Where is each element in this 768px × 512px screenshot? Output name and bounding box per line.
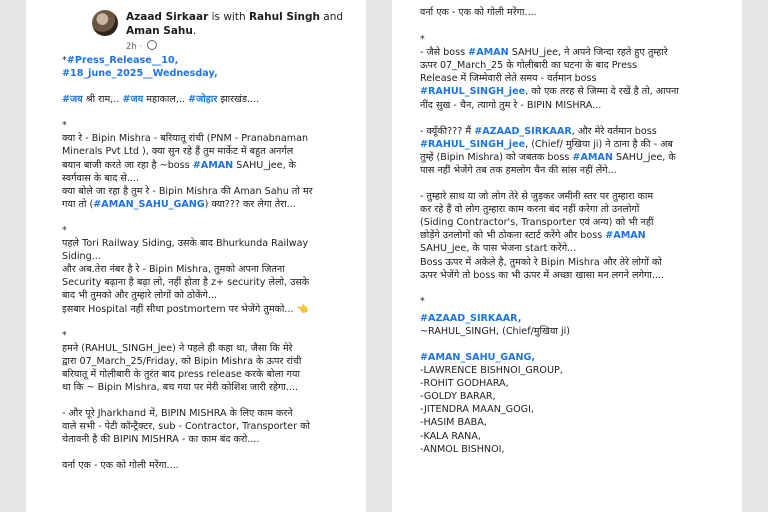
r-paragraph-3 (420, 190, 734, 282)
post-meta (126, 40, 157, 52)
meta-dot: · (136, 42, 145, 52)
r2-line-3b: SAHU_jee, के (612, 151, 676, 163)
r3-line-7: ऊपर भेजेंगे तो boss का भी ऊपर में अच्छा खासा मन लगने लगेगा.... (420, 269, 665, 281)
paragraph-1 (62, 119, 358, 211)
post-body (62, 54, 358, 472)
signature-line: ~RAHUL_SINGH, (Chief/मुखिया ji) (420, 325, 571, 337)
tagged-user-1[interactable]: Rahul Singh (248, 11, 320, 23)
r3-line-3: (Siding Contractor's, Transporter एवं अन्य) को भी नहीं (420, 217, 654, 229)
hashtag-aman[interactable]: #AMAN (605, 230, 646, 242)
star-3: * (62, 329, 67, 341)
r2-line-1b: , और मेरे वर्तमान boss (571, 125, 657, 137)
hashtag-rahul-singh[interactable]: #RAHUL_SINGH_jee (420, 138, 526, 150)
p3-line-4: था कि ~ Bipin Mishra, बच गया पर मेरी कोशिश जारी रहेगा.... (62, 381, 299, 393)
right-post-panel (392, 0, 742, 512)
r3-line-6: Boss ऊपर में अकेले है, तुमको रे Bipin Mishra और तेरे लोगों को (420, 256, 662, 268)
r-top (420, 6, 734, 19)
r-star-block (420, 295, 734, 308)
star-2: * (62, 224, 67, 236)
r2-line-1a: - क्यूँकी??? मैं (420, 125, 475, 137)
gang-member: -KALA RANA, (420, 430, 481, 442)
p2-line-5: बाद भी तुमको और तुम्हारे लोगों को ठोकेंगे... (62, 290, 218, 302)
gang-member: -ANMOL BISHNOI, (420, 443, 505, 455)
star-1: * (62, 120, 67, 132)
p3-line-2: द्वारा 07_March_25/Friday, को Bipin Mishra के ऊपर रांची (62, 355, 302, 367)
p1-line-3b: SAHU_jee, के (233, 159, 297, 171)
hashtag-aman[interactable]: #AMAN (192, 159, 234, 171)
hashtag-aman[interactable]: #AMAN (468, 47, 509, 59)
hashtag-jai-1[interactable]: #जय (62, 94, 83, 106)
r2-line-2b: , (Chief/ मुखिया ji) ने ठाना है की - अब (525, 138, 673, 150)
r3-line-1: - तुम्हारे साथ या जो लोग तेरे से जुड़कर जमीनी स्तर पर तुम्हारा काम (420, 191, 654, 203)
hashtag-azaad-sirkaar[interactable]: #AZAAD_SIRKAAR (474, 125, 572, 137)
r2-line-3a: तुम्हें (Bipin Mishra) को जबतक boss (420, 151, 573, 163)
greeting-text-3: झारखंड.... (217, 94, 260, 106)
gang-member: -HASIM BABA, (420, 417, 487, 429)
and-word: and (319, 11, 344, 23)
greeting-text-1: श्री राम,.. (82, 94, 123, 106)
gang-member: -GOLDY BARAR, (420, 391, 496, 403)
hashtag-jai-2[interactable]: #जय (122, 94, 144, 106)
r1-line-1a: - जैसे boss (420, 47, 469, 59)
r1-line-3: Release में जिम्मेवारी लेते समय - वर्तमान boss (420, 73, 597, 85)
p1-line-4: स्वर्गवास के बाद से.... (62, 172, 140, 184)
greeting-text-2: महाकाल,.. (143, 94, 189, 106)
hashtag-rahul-singh[interactable]: #RAHUL_SINGH_jee (420, 86, 526, 98)
press-star: * (62, 55, 67, 66)
p2-line-6: इसबार Hospital नहीं सीधा postmortem पर भेजेंगे तुमको... 👈 (62, 303, 309, 315)
globe-icon (147, 40, 157, 50)
p3-line-3: बरियातू में गोलीबारी के तुरंत बाद press release करके बोला गया (62, 368, 300, 380)
author-avatar[interactable] (92, 10, 118, 36)
hashtag-aman[interactable]: #AMAN (572, 151, 613, 163)
hashtag-johar[interactable]: #जोहार (188, 94, 218, 106)
author-dot: . (192, 25, 197, 37)
post-header (64, 4, 358, 54)
hashtag-azaad-sirkaar-sig[interactable]: #AZAAD_SIRKAAR, (420, 312, 522, 324)
signature-block (420, 312, 734, 338)
r3-line-5: SAHU_jee, के पास भेजना start करेंगे... (420, 243, 577, 255)
hashtag-aman-sahu-gang[interactable]: #AMAN_SAHU_GANG, (420, 351, 536, 363)
hashtag-date[interactable]: #18_june_2025__Wednesday, (62, 68, 218, 80)
r1-line-2: ऊपर 07_March_25 के गोलीबारी का घटना के बाद Press (420, 60, 638, 72)
p2-line-4: Security बढ़ाना है बढ़ा लो, नहीं होता है z+ security लेलो, उसके (62, 277, 310, 289)
p4-line-3: चेतावनी है की BIPIN MISHRA - का काम बंद करो.... (62, 434, 260, 446)
p4-line-2: वाले सभी - पेटी कॉन्ट्रैक्टर, sub - Contractor, Transporter को (62, 421, 310, 433)
p4-line-1: - और पूरे Jharkhand में, BIPIN MISHRA के लिए काम करने (62, 408, 293, 420)
p2-line-2: Siding... (62, 251, 101, 263)
p2-line-1: पहले Tori Railway Siding, उसके बाद Bhurkunda Railway (62, 238, 309, 250)
gang-member: -ROHIT GODHARA, (420, 378, 509, 390)
post-body-continued (420, 6, 734, 456)
r1-line-1b: SAHU_jee, ने अपने जिन्दा रहते हुए तुम्हारे (508, 47, 668, 59)
p3-line-1: हमने (RAHUL_SINGH_jee) ने पहले ही कहा था, जैसा कि मेरे (62, 342, 293, 354)
p1-line-6a: गया तो ( (62, 198, 94, 210)
paragraph-3 (62, 329, 358, 394)
p1-line-2: Minerals Pvt Ltd ), क्या सुन रहे हैं तुम मार्केट में बहुत अनर्गल (62, 146, 294, 158)
p1-line-5: क्या बोले जा रहा है तुम रे - Bipin Mishra की Aman Sahu तो मर (62, 185, 313, 197)
paragraph-2 (62, 224, 358, 316)
gang-member: -JITENDRA MAAN_GOGI, (420, 404, 534, 416)
gang-member: -LAWRENCE BISHNOI_GROUP, (420, 365, 563, 377)
p1-line-1: क्या रे - Bipin Mishra - बरियातू रांची (PNM - Pranabnaman (62, 133, 309, 145)
with-word: is with (208, 11, 249, 23)
gang-block (420, 351, 734, 456)
paragraph-4 (62, 407, 358, 446)
p1-line-6b: ) क्या??? कर लेगा तेरा... (204, 198, 296, 210)
p1-line-3a: बयान बाजी करते जा रहा है ~boss (62, 159, 193, 171)
author-name[interactable]: Azaad Sirkaar (126, 11, 209, 23)
r-paragraph-1 (420, 33, 734, 112)
r-paragraph-2 (420, 125, 734, 177)
r-star-2: * (420, 295, 425, 307)
r-star-1: * (420, 34, 425, 46)
r-top-line: वर्ना एक - एक को गोली मरेंगा.... (420, 7, 537, 18)
r1-line-4b: , को एक तरह से जिम्मा दे रखें है तो, आपना (525, 86, 679, 98)
press-block (62, 54, 358, 80)
post-time[interactable]: 2h (126, 42, 137, 52)
p5-line-1: वर्ना एक - एक को गोली मरेंगा.... (62, 460, 179, 472)
paragraph-5 (62, 459, 358, 472)
greeting-line (62, 93, 358, 106)
hashtag-aman-sahu-gang[interactable]: #AMAN_SAHU_GANG (93, 198, 205, 210)
r2-line-4: पास नहीं भेजेंगे तब तक हमलोग चैन की सांस नहीं लेंगे... (420, 164, 617, 176)
p2-line-3: और अब.तेरा नंबर है रे - Bipin Mishra, तुमको अपना जितना (62, 264, 285, 276)
tagged-user-2[interactable]: Aman Sahu (126, 25, 193, 37)
post-author-line (126, 10, 366, 38)
left-post-panel (26, 0, 366, 512)
r1-line-5: नींद सुख - चैन, त्यागो तुम रे - BIPIN MISHRA... (420, 99, 602, 111)
r3-line-2: कर रहे हैं वो लोग तुम्हारा काम करना बंद नहीं करेगा तो उनलोगों (420, 204, 640, 216)
r3-line-4a: छोड़ेंगे उनलोगों को भी ठोकना स्टार्ट करेंगे और boss (420, 230, 606, 242)
hashtag-press-release[interactable]: #Press_Release__10, (66, 55, 179, 66)
